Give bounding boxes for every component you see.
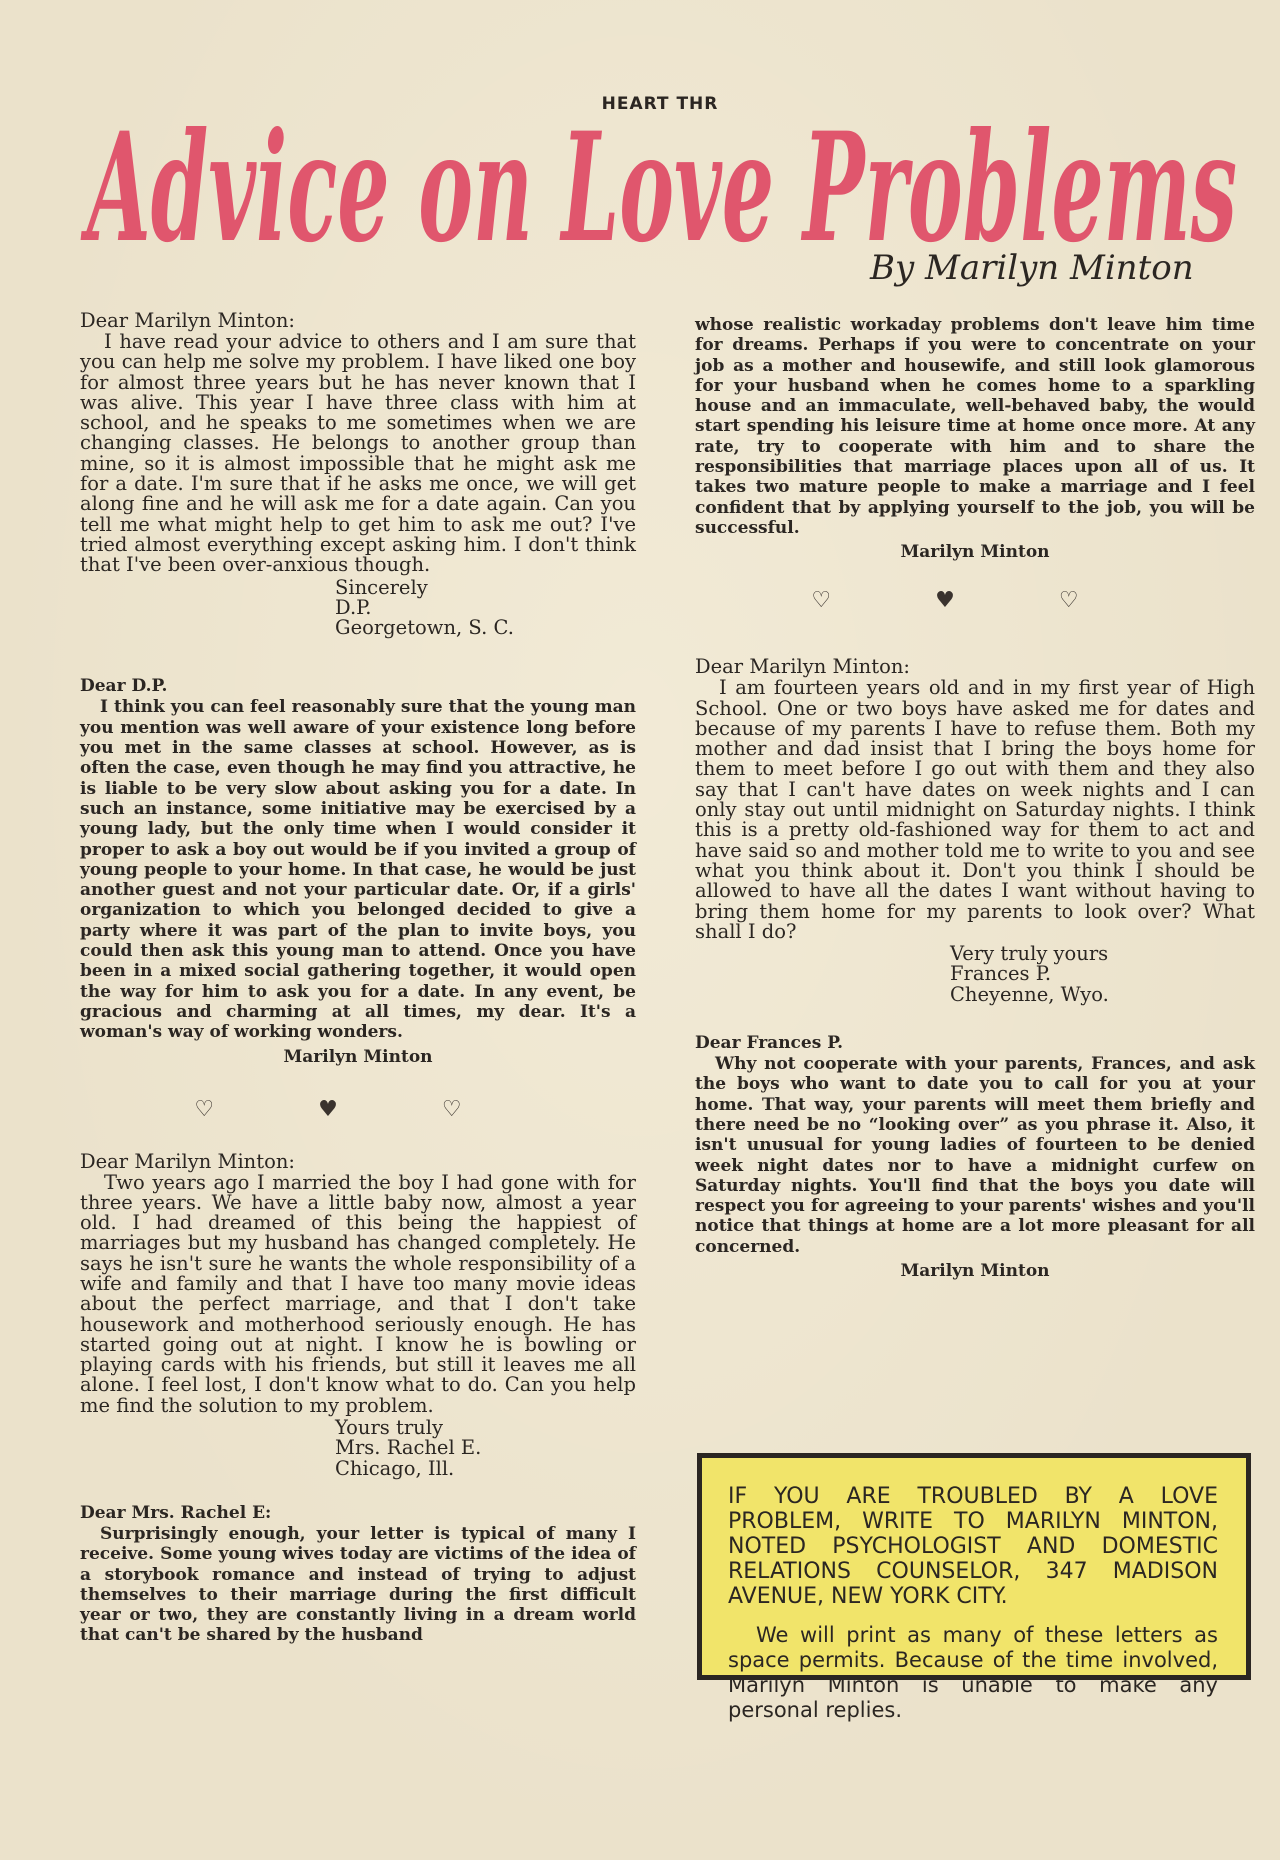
heart-filled-icon: ♥ [935,588,1015,614]
reply-body [695,1054,1255,1257]
heart-filled-icon: ♥ [318,1096,398,1122]
reply-signature: Marilyn Minton [900,542,1050,563]
letter-author: Frances P. [950,962,1052,986]
reply-rachel-continued [695,315,1255,538]
letter-place: Cheyenne, Wyo. [950,982,1109,1006]
letter-place: Chicago, Ill. [335,1456,455,1480]
byline: By Marilyn Minton [870,248,1194,288]
reply-signature: Marilyn Minton [283,1046,433,1067]
reply-salutation: Dear Mrs. Rachel E: [80,1502,272,1523]
letter-signoff [950,944,1255,1005]
reply-text: I think you can feel reasonably sure that the young man you mention was well aware of your existence long before you met in the same classes at school. However, as is often the case, even though he may find you attractive, he is liable to be very slow about asking you for a date. In such an instance, some initiative may be exercised by a young lady, but the only time when I would consider it proper to ask a boy out would be if you invited a group of young people to your home. In that case, he would be just another guest and not your particular date. Or, if a girls' organization to which you belonged decided to give a party where it was part of the plan to invite boys, you could then ask this young man to attend. Once you have been in a mixed social gathering together, it would open the way for him to ask you for a date. In any event, be gracious and charming at all times, my dear. It's a woman's way of working wonders. [80,697,636,1043]
reply-text: whose realistic workaday problems don't leave him time for dreams. Perhaps if you were to concentrate on your job as a mother and housewife, and still look glamorous for your husband when he comes home to a sparkling house and an immaculate, well-behaved baby, the would start spending his leisure time at home once more. At any rate, try to cooperate with him and to share the responsibilities that marriage places upon all of us. It takes two mature people to make a marriage and I feel confident that by applying yourself to the job, you will be successful. [695,315,1255,538]
heart-outline-icon: ♡ [441,1096,522,1122]
notice-disclaimer: We will print as many of these letters as space permits. Because of the time involved, Marilyn Minton is unable to make any personal replies. [728,1623,1218,1722]
letter-salutation: Dear Marilyn Minton: [695,655,910,679]
letter-signoff [335,575,636,640]
reply-salutation: Dear Frances P. [695,1033,844,1054]
letter-closing: Yours truly [335,1416,443,1440]
letter-salutation: Dear Marilyn Minton: [80,1149,295,1173]
left-column [80,310,636,1646]
reply-dp [80,676,636,1066]
reply-frances [695,1033,1255,1281]
letter-text: I am fourteen years old and in my first year of High School. One or two boys have asked me for dates and because of my parents I have to refuse them. Both my mother and dad insist that I bring the boys home for them to meet before I go out with them and they also say that I can't have dates on week nights and I can only stay out until midnight on Saturday nights. I think this is a pretty old-fashioned way for them to act and have said so and mother told me to write to you and see what you think about it. Don't you think I should be allowed to have all the dates I want without having to bring them home for my parents to look over? What shall I do? [695,676,1255,943]
reply-text: Surprisingly enough, your letter is typical of many I receive. Some young wives today are victims of the idea of a storybook romance and instead of trying to adjust themselves to their marriage during the first difficult year or two, they are constantly living in a dream world that can't be shared by the husband [80,1523,636,1646]
letter-dp [80,310,636,638]
reply-rachel [80,1503,636,1646]
reply-signature: Marilyn Minton [900,1260,1050,1281]
letter-body [80,332,636,576]
letter-frances [695,656,1255,1005]
letter-body [80,1170,636,1417]
reply-text: Why not cooperate with your parents, Frances, and ask the boys who want to date you to call for you at your home. That way, your parents will meet them briefly and there need be no “looking over” as you phrase it. Also, it isn't unusual for young ladies of fourteen to be denied week night dates nor to have a midnight curfew on Saturday nights. You'll find that the boys you date will respect you for agreeing to your parents' wishes and you'll notice that things at home are a lot more pleasant for all concerned. [695,1054,1255,1257]
letter-text: Two years ago I married the boy I had gone with for three years. We have a little baby now, almost a year old. I had dreamed of this being the happiest of marriages but my husband has changed completely. He says he isn't sure he wants the whole responsibility of a wife and family and that I have too many movie ideas about the perfect marriage, and that I don't take housework and motherhood seriously enough. He has started going out at night. I know he is bowling or playing cards with his friends, but still it leaves me all alone. I feel lost, I don't know what to do. Can you help me find the solution to my problem. [80,1170,636,1417]
letter-salutation: Dear Marilyn Minton: [80,309,295,332]
letter-signoff [335,1418,636,1479]
reply-salutation: Dear D.P. [80,676,168,697]
reply-body [80,697,636,1042]
notice-address: IF YOU ARE TROUBLED BY A LOVE PROBLEM, WRITE TO MARILYN MINTON, NOTED PSYCHOLOGIST AND DOMESTIC RELATIONS COUNSELOR, 347 MADISON AVENUE, NEW YORK CITY. [728,1484,1218,1609]
title-text: Advice on Love Problems [80,100,1237,276]
heart-outline-icon: ♡ [1058,588,1139,614]
letter-author: D.P. [335,595,372,619]
heart-divider [695,588,1255,618]
heart-divider [80,1097,636,1127]
reply-body [80,1524,636,1646]
letter-author: Mrs. Rachel E. [335,1436,482,1460]
letter-text: I have read your advice to others and I am sure that you can help me solve my problem. I have liked one boy for almost three years but he has never known that I was alive. This year I have three class with him at school, and he speaks to me sometimes when we are changing classes. He belongs to another group than mine, so it is almost impossible that he might ask me for a date. I'm sure that if he asks me once, we will get along fine and he will ask me for a date again. Can you tell me what might help to get him to ask me out? I've tried almost everything except asking him. I don't think that I've been over-anxious though. [80,330,636,577]
right-column [695,315,1255,1281]
running-head: HEART THR [601,94,719,114]
letter-closing: Very truly yours [950,942,1109,966]
letter-rachel [80,1151,636,1479]
letter-place: Georgetown, S. C. [335,616,514,640]
submission-notice-box [697,1453,1251,1722]
letter-closing: Sincerely [335,575,428,599]
heart-outline-icon: ♡ [194,1096,275,1122]
letter-body [695,678,1255,942]
heart-outline-icon: ♡ [811,588,892,614]
